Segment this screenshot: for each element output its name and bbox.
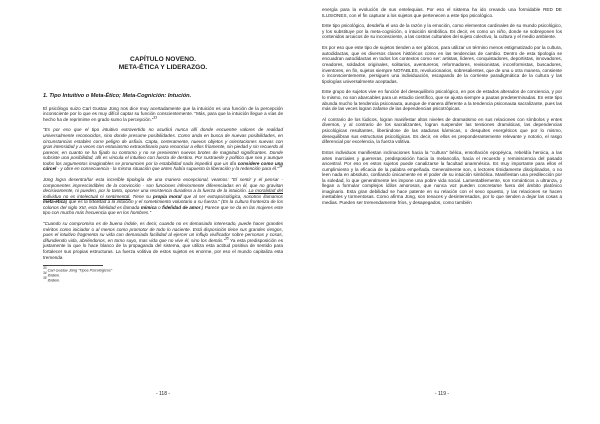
paragraph-text: Ya esta predisposición es justamente la que lo hace blanco de la propaganda del sistema, que utiliza esta actitud positiva de sentido para fortalecer sus propias estructuras. La fuerza volitiva de estos sujetos es enorme, por eso el mundo capitaliza esta tremenda (43, 237, 283, 260)
bold-phrase: fidelidad de amor (162, 204, 201, 210)
bold-phrase: considere como una cárcel (43, 160, 283, 172)
paragraph-3: Es por eso que este tipo de sujetos tienden a ser góticos, para utilizar un término menos estigmatizado por la cultura, autodidactas, que es diversos clanes históricos como en las tendencias de cambio. Dentro de esta tipología se encuadran autodidactas en todos los contextos como ser: artistas, líderes, conquistadores, deportistas, innovadores, creadores, soldados originales, solitarios, aventureros, reformadores, revisionistas, inconformistas, buscadores, inventores, en fin, sujetos siempre NOTABLES, revolucionarios, sobresalientes, que de una u otra manera, consiente o inconscientemente, persiguen una individuación, escapando de la corriente paradigmática de la cultura y las tipologías universalmente aceptadas. (322, 45, 562, 84)
underlined-phrase: La moralidad del individuo no es intelectual ni sentimental. (43, 188, 283, 199)
paragraph-text: - y obre en consecuencia - la misma situación que antes había supuesto la liberación y la redención para él." (56, 166, 279, 172)
paragraph-3 (43, 177, 283, 216)
paragraph-text: .) Parece que se da en las mujeres este tipo con mucho más frecuencia que en los hombres." (43, 204, 284, 216)
paragraph-text: "Es por eso que el tipo intuitivo extravertido no acudirá nunca allí donde encuentre valores de realidad universalmente reconocidos, sino donde presume posibilidades. Como anda en busca de nuevas posibilidades, en circunstancias estables corre peligro de asfixia. Capta, certeramente, nuevos objetos y orientaciones nuevas con gran intensidad y a veces con entusiasmo extraordinario para renunciar a ellos fríamente, sin piedad y sin recuerdo al parecer, en cuanto se ha fijado su contorno y no se presienten nuevos brotes de magnitud significantes. Donde subsiste una posibilidad, allí es vincula el intuitivo con fuerza de destino. Por sustraerle y político que sea y aunque todos los argumentos imaginables se pronuncien por la estabilidad nada impedirá que un día (43, 127, 283, 166)
paragraph-text: Tiene su (130, 193, 153, 199)
paragraph-2 (43, 127, 283, 171)
footnote-text: Ibídem. (47, 273, 61, 278)
footnote-number: 33 (43, 266, 47, 271)
footnote-number: 35 (43, 275, 47, 280)
footnote-text: Carl Gustav Jüng "Tipos Psicológicos" (47, 268, 113, 273)
paragraph-text: o (156, 204, 163, 210)
chapter-subtitle: META-ÉTICA Y LIDERAZGO. (118, 64, 208, 71)
chapter-title: CAPÍTULO NOVENO. (130, 56, 196, 63)
paragraph-text: ) que es la fidelidad a la intuición y el sometimiento voluntario a su fuerza." (En la cultura fronteriza de los colonos del siglo XIII, esta fidelidad es llamada (43, 199, 283, 210)
footnotes (43, 268, 283, 282)
footnote-text: Ibídem. (47, 277, 61, 282)
section-heading: 1. Tipo Intuitivo o Meta-Ético; Meta-Cognición: Intución. (43, 93, 192, 99)
page-number: - 118 - (155, 391, 171, 397)
paragraph-text: "Cuando su compromiso es de buena índole, es decir, cuando no es demasiado interesado, puede hacer grandes méritos como iniciador o al menos como promotor de todo lo naciente. Está disposición tiene sus grandes riesgos, pues el intuitivo fragmenta su vida con demasiada facilidad al ejercer un influjo vivificador sobre personas y cosas, difundiendo vida, abriéndonos, en torno suyo, mas vida que no vive él, sino los demás." (43, 221, 283, 243)
footnote-divider (43, 265, 103, 266)
footnote-ref: 34 (278, 164, 283, 169)
footnote-ref: 33 (153, 115, 157, 120)
footnote (43, 275, 283, 283)
paragraph-4 (43, 221, 283, 260)
bold-phrase: mímica (140, 204, 157, 210)
right-page-body (322, 7, 562, 205)
paragraph-1 (43, 106, 283, 123)
paragraph-5: Al contrario de los lúdicos, logran manifestar altos niveles de dramatismo en sus relaciones con símbolos y entes diversos, y al contrario de los sacralizantes, logran suspender las tensiones dramáticas, las dependencias psicológicas resultantes, liberándose de las ataduras kármicas, o desquites energéticos que por lo mismo, desequilibran sus estructuras psicológicas. Es decir, en ellos es preponderantemente relevante y notorio, el rasgo diferencial por excelencia, la fuerza volitiva. (322, 116, 562, 145)
footnote-ref: 35 (225, 236, 229, 241)
bold-phrase: meta-ética (43, 199, 66, 205)
paragraph-text: El psicólogo suizo Carl Gustav Jüng nos dice muy acertadamente que la intuición es una función de la percepción inconsciente por lo que es muy difícil captar su función conscientemente. "Más, para que la intuición llegue a vías de hecho ha de reprimirse en grado sumo la percepción." (43, 105, 283, 122)
paragraph-1: energía para la evolución de sus entelequias. Por eso el sistema ha ido creando una formidable RED DE ILUSIONES, con el fin capturar a los sujetos que pertenecen a este tipo psicológico. (322, 7, 562, 18)
right-page (322, 0, 562, 424)
footnote-number: 34 (43, 270, 47, 275)
paragraph-text: que al ser extrapsicológica, nosotros llamamos (181, 193, 283, 199)
bold-phrase: propia moral (152, 193, 182, 199)
paragraph-6: Estos individuos manifiestan inclinaciones hacia la "cultura" bélica, ensoñación epopéyica, rebeldía heroica, a las artes marciales y guerreras, predisposición hacia la melancolía, hacia el recuerdo y reminiscencia del pasado ancestral. Por eso en estos sujetos puede canalizarse la facultad anamnésica. Es muy importante para ellos el cumplimiento y la eficacia de la palabra empeñada. Generalmente son, o lectores tímidamente disciplinados, o no leen nada en absoluto, confiando únicamente en el poder de su intuición simbólica. Manifiestan una predilección por la soledad, lo que generalmente les impone una pobre vida social. Lamentablemente, son románticos a ultranza, y llegan a formular complejos ídilos amorosos, que nunca voz pueden concretarse fuera del ámbito platónico imaginario. Esta gran debilidad se hace patente en su relación con el sexo opuesto, y las relaciones se hacen inestables y tormentosas. Como afirma Jüng, son tenaces y desinteresados, por lo que tienden a dejar las cosas a medias. Pueden ser tremendamente fríos, y desapegados, como también (322, 149, 562, 205)
paragraph-text: Jüng logra desentrañar esta increíble tipología de una manera excepcional, veamos: "El sentir y el pensar - componentes imprescindibles de la convicción - son funciones inferiormente diferenciadas en él, que no gravitan decisivamente, ni pueden, por lo tanto, oponer una resistencia duradera a la fuerza de la intuición. (43, 177, 283, 194)
page-number: - 119 - (434, 391, 450, 397)
paragraph-4: Este grupo de sujetos vive en función del desequilibrio psicológico, en pos de estados alterados de conciencia, y por lo mismo, no son abarcables para un estudio científico, que se ajusta siempre a pautas predeterminadas. En este tipo abunda mucho la tendencia psiconauta, aunque de manera diferente a la tendencia psiconauta sacralizante, pues las más de las veces logran zafarse de las dependencias psicotrópicas. (322, 89, 562, 112)
paragraph-2: Este tipo psicológico, desdeña el uso de la razón y la emoción, como elementos cardinales de su mundo psicológico, y los substituye por la meta-cognición, o intuición simbólica. Es decir, es como un niño, donde se sobreponen los contenidos arcaicos de su inconsciente, a las costras culturales del sujeto colectivo, la cultura y el medio ambiente. (322, 23, 562, 40)
left-page (43, 0, 283, 424)
